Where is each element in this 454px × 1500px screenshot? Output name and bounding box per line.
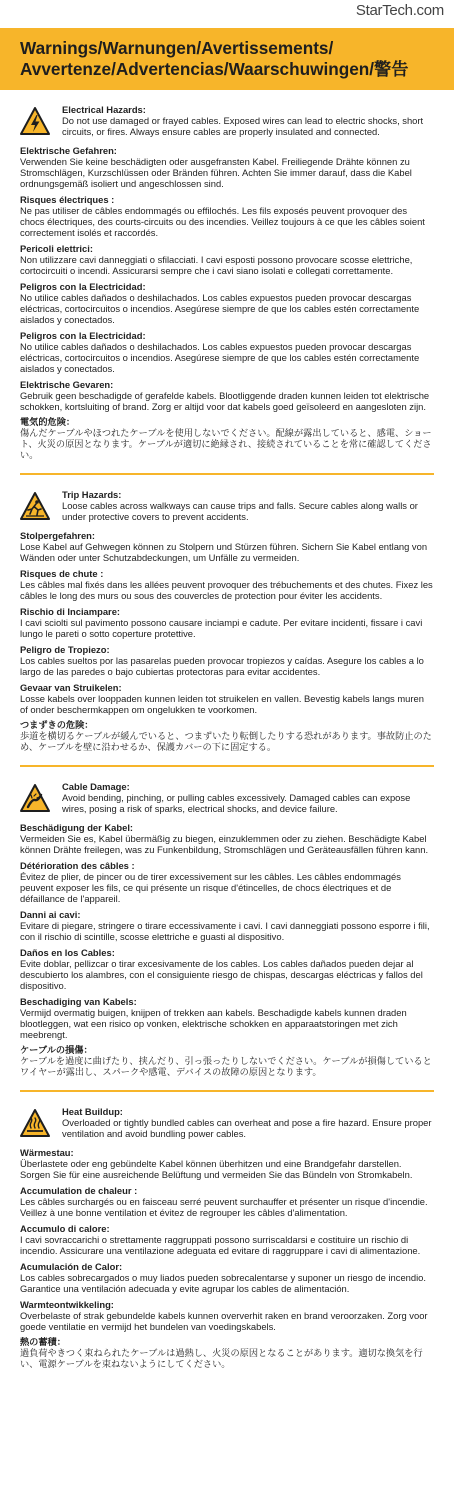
item-title: Accumulo di calore: <box>20 1223 110 1234</box>
warning-item-ja <box>20 720 434 753</box>
item-title: Daños en los Cables: <box>20 947 115 958</box>
item-title: Wärmestau: <box>20 1147 74 1158</box>
item-title: Peligros con la Electricidad: <box>20 281 146 292</box>
item-title: Risques de chute : <box>20 568 104 579</box>
item-title: Détérioration des câbles : <box>20 860 135 871</box>
trip-hazard-icon <box>20 491 50 521</box>
item-title: Elektrische Gevaren: <box>20 379 114 390</box>
item-body: Überlastete oder eng gebündelte Kabel können überhitzen und eine Brandgefahr darstellen. Sorgen Sie für eine ausreichende Belüftung und vermeiden Sie das Bündeln von Stromkabeln. <box>20 1158 413 1180</box>
section-heat-buildup <box>20 1106 434 1370</box>
section-electrical-hazards <box>20 104 434 461</box>
section-title: Cable Damage: <box>62 781 130 792</box>
startech-logo <box>356 2 444 19</box>
item-title: ケーブルの損傷： <box>20 1045 93 1056</box>
section-header <box>20 1106 434 1142</box>
section-header <box>20 104 434 140</box>
item-title: Warmteontwikkeling: <box>20 1299 114 1310</box>
warning-item-de <box>20 822 434 855</box>
item-title: つまずきの危険： <box>20 720 94 731</box>
item-body: I cavi sciolti sul pavimento possono causare inciampi e cadute. Per evitare incidenti, fissare i cavi lungo le pareti o sotto coperture protettive. <box>20 617 423 639</box>
item-body: No utilice cables dañados o deshilachados. Los cables expuestos pueden provocar descargas eléctricas, cortocircuitos o incendios. Asegúrese siempre de que los cables estén correctamente aislados y conectados. <box>20 292 420 325</box>
warning-item-de <box>20 530 434 563</box>
item-body: Los cables sueltos por las pasarelas pueden provocar tropiezos y caídas. Asegure los cables a lo largo de las paredes o bajo cubiertas protectoras para evitar accidentes. <box>20 655 424 677</box>
item-body: Losse kabels over looppaden kunnen leiden tot struikelen en vallen. Bevestig kabels langs muren of onder beschermkappen om ongelukken te voorkomen. <box>20 693 424 715</box>
section-body: Avoid bending, pinching, or pulling cables excessively. Damaged cables can expose wires, posing a risk of sparks, electrical shocks, and device failure. <box>62 792 411 814</box>
item-body: Vermeiden Sie es, Kabel übermäßig zu biegen, einzuklemmen oder zu ziehen. Beschädigte Kabel können Drähte freilegen, was zu Funkenbildung, Stromschlägen und Geräteausfällen führen kann. <box>20 833 429 855</box>
cable-damage-icon <box>20 783 50 813</box>
warning-item-nl <box>20 996 434 1040</box>
item-title: 熱の蓄積： <box>20 1337 66 1348</box>
heat-buildup-icon <box>20 1108 50 1138</box>
item-body: Non utilizzare cavi danneggiati o sfilacciati. I cavi esposti possono provocare scosse elettriche, cortocircuiti o incendi. Assicurarsi sempre che i cavi siano isolati e collegati correttamente. <box>20 254 413 276</box>
section-header <box>20 489 434 525</box>
warning-item-nl <box>20 1299 434 1332</box>
item-body: Les câbles surchargés ou en faisceau serré peuvent surchauffer et présenter un risque d'incendie. Veillez à une bonne ventilation et évitez de regrouper les câbles d'alimentation. <box>20 1196 428 1218</box>
item-body: Vermijd overmatig buigen, knijpen of trekken aan kabels. Beschadigde kabels kunnen draden blootleggen, wat een risico op vonken, elektrische schokken en apparaatstoringen met zich meebrengt. <box>20 1007 407 1040</box>
item-title: Rischio di Inciampare: <box>20 606 121 617</box>
warning-item-es <box>20 947 434 991</box>
banner-title-line-1: Warnings/Warnungen/Avertissements/ <box>20 38 334 58</box>
warning-item-de <box>20 145 434 189</box>
item-body: Évitez de plier, de pincer ou de tirer excessivement sur les câbles. Les câbles endommagés peuvent exposer les fils, ce qui présente un risque d'étincelles, de chocs électriques et de défaillance de l'appareil. <box>20 871 401 904</box>
item-body: Evite doblar, pellizcar o tirar excesivamente de los cables. Los cables dañados pueden dejar al descubierto los alambres, con el consiguiente riesgo de chispas, descargas eléctricas y fallos del dispositivo. <box>20 958 423 991</box>
item-title: Gevaar van Struikelen: <box>20 682 122 693</box>
section-body: Loose cables across walkways can cause trips and falls. Secure cables along walls or under protective covers to prevent accidents. <box>62 500 418 522</box>
item-body: Overbelaste of strak gebundelde kabels kunnen oververhit raken en brand veroorzaken. Zorg voor goede ventilatie en vermijd het bundelen van voedingskabels. <box>20 1310 428 1332</box>
banner-title-line-2: Avvertenze/Advertencias/Waarschuwingen/警告 <box>20 59 409 79</box>
warning-item-de <box>20 1147 434 1180</box>
warning-item-nl <box>20 682 434 715</box>
section-body: Overloaded or tightly bundled cables can overheat and pose a fire hazard. Ensure proper ventilation and avoid bundling power cables. <box>62 1117 432 1139</box>
warnings-banner <box>0 28 454 90</box>
warning-item-es <box>20 281 434 325</box>
section-divider <box>20 1090 434 1092</box>
section-header <box>20 781 434 817</box>
item-body: Verwenden Sie keine beschädigten oder ausgefransten Kabel. Freiliegende Drähte können zu Stromschlägen, Kurzschlüssen oder Bränden führen. Achten Sie immer darauf, dass die Kabel ordnungsgemäß isoliert und angeschlossen sind. <box>20 156 412 189</box>
section-body: Do not use damaged or frayed cables. Exposed wires can lead to electric shocks, short circuits, or fires. Always ensure cables are properly insulated and connected. <box>62 115 424 137</box>
warning-item-fr <box>20 1185 434 1218</box>
logo-text: StarTech <box>355 2 413 19</box>
item-title: Risques électriques : <box>20 194 115 205</box>
section-cable-damage <box>20 781 434 1078</box>
item-body: Gebruik geen beschadigde of gerafelde kabels. Blootliggende draden kunnen leiden tot elektrische schokken, kortsluiting of brand. Zorg er altijd voor dat kabels goed geïsoleerd en aangesloten zijn. <box>20 390 430 412</box>
warning-item-ja <box>20 1337 434 1370</box>
section-title: Trip Hazards: <box>62 489 122 500</box>
warning-item-it <box>20 243 434 276</box>
item-title: Danni ai cavi: <box>20 909 81 920</box>
warning-item-ja <box>20 417 434 461</box>
warning-item-fr <box>20 568 434 601</box>
item-body: Los cables sobrecargados o muy liados pueden sobrecalentarse y suponer un riesgo de incendio. Garantice una ventilación adecuada y evite agrupar los cables de alimentación. <box>20 1272 426 1294</box>
banner-title <box>20 38 440 80</box>
item-body: 傷んだケーブルやほつれたケーブルを使用しないでください。配線が露出していると、感電、ショート、火災の原因となります。ケーブルが適切に絶縁され、接続されていることを常に確認してください。 <box>20 428 432 461</box>
item-body: Evitare di piegare, stringere o tirare eccessivamente i cavi. I cavi danneggiati possono esporre i fili, con il rischio di scintille, scosse elettriche e guasti al dispositivo. <box>20 920 430 942</box>
section-divider <box>20 473 434 475</box>
item-body: 歩道を横切るケーブルが緩んでいると、つまずいたり転倒したりする恐れがあります。事故防止のため、ケーブルを壁に沿わせるか、保護カバーの下に固定する。 <box>20 731 432 753</box>
item-title: Pericoli elettrici: <box>20 243 93 254</box>
warning-item-nl <box>20 379 434 412</box>
section-trip-hazards <box>20 489 434 753</box>
section-title: Heat Buildup: <box>62 1106 123 1117</box>
warning-item-it <box>20 606 434 639</box>
warning-item-es <box>20 330 434 374</box>
item-title: Beschädigung der Kabel: <box>20 822 134 833</box>
electrical-hazard-icon <box>20 106 50 136</box>
item-body: Les câbles mal fixés dans les allées peuvent provoquer des trébuchements et des chutes. Fixez les câbles le long des murs ou sous des couvercles de protection pour éviter les accidents. <box>20 579 433 601</box>
item-title: Stolpergefahren: <box>20 530 96 541</box>
item-title: Peligros con la Electricidad: <box>20 330 146 341</box>
item-title: Acumulación de Calor: <box>20 1261 123 1272</box>
item-body: Lose Kabel auf Gehwegen können zu Stolpern und Stürzen führen. Sichern Sie Kabel entlang von Wänden oder unter Schutzabdeckungen, um Unfälle zu vermeiden. <box>20 541 428 563</box>
section-title: Electrical Hazards: <box>62 104 146 115</box>
section-divider <box>20 765 434 767</box>
logo-suffix: .com <box>412 2 444 19</box>
warning-item-fr <box>20 194 434 238</box>
warning-item-es <box>20 644 434 677</box>
item-body: No utilice cables dañados o deshilachados. Los cables expuestos pueden provocar descargas eléctricas, cortocircuitos o incendios. Asegúrese siempre de que los cables estén correctamente aislados y conectados. <box>20 341 420 374</box>
warning-item-fr <box>20 860 434 904</box>
item-title: Beschadiging van Kabels: <box>20 996 137 1007</box>
warning-item-es <box>20 1261 434 1294</box>
warnings-content <box>20 104 434 1370</box>
item-body: ケーブルを過度に曲げたり、挟んだり、引っ張ったりしないでください。ケーブルが損傷しているとワイヤーが露出し、スパークや感電、デバイスの故障の原因となります。 <box>20 1056 432 1078</box>
item-body: Ne pas utiliser de câbles endommagés ou effilochés. Les fils exposés peuvent provoquer des chocs électriques, des courts-circuits ou des incendies. Veillez toujours à ce que les câbles soient correctement isolés et raccordés. <box>20 205 425 238</box>
warning-item-ja <box>20 1045 434 1078</box>
item-title: Accumulation de chaleur : <box>20 1185 138 1196</box>
item-title: Elektrische Gefahren: <box>20 145 117 156</box>
item-body: 過負荷やきつく束ねられたケーブルは過熱し、火災の原因となることがあります。適切な換気を行い、電源ケーブルを束ねないようにしてください。 <box>20 1348 423 1370</box>
item-title: 電気的危険： <box>20 417 76 428</box>
warning-item-it <box>20 1223 434 1256</box>
item-title: Peligro de Tropiezo: <box>20 644 110 655</box>
item-body: I cavi sovraccarichi o strettamente raggruppati possono surriscaldarsi e costituire un rischio di incendio. Assicurare una ventilazione adeguata ed evitare di raggruppare i cavi di alimentazione. <box>20 1234 421 1256</box>
warning-item-it <box>20 909 434 942</box>
